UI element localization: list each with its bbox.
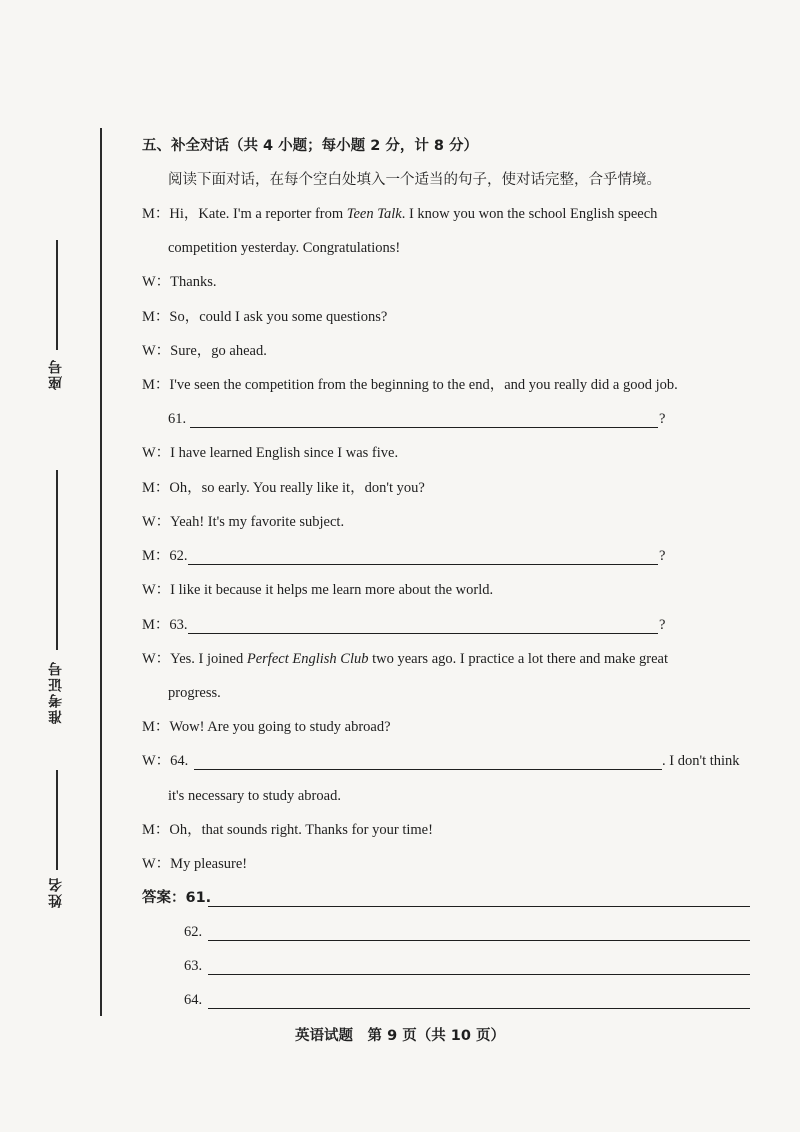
answer-63[interactable] — [142, 957, 754, 977]
dialogue-text: W：Yes. I joined — [142, 651, 247, 667]
dialogue-line-10-cont: progress. — [168, 685, 221, 701]
blank-63 — [142, 616, 664, 636]
dialogue-line-2: W：Thanks. — [142, 274, 217, 290]
dialogue-line-1 — [142, 205, 657, 223]
section-heading: 五、补全对话（共 4 小题；每小题 2 分，计 8 分） — [142, 138, 479, 154]
blank-punct: ? — [659, 411, 666, 427]
dialogue-line-5: M：I've seen the competition from the beginning to the end，and you really did a good job. — [142, 377, 678, 393]
dialogue-line-7: M：Oh，so early. You really like it，don't you? — [142, 480, 425, 496]
name-label: 姓名 — [48, 876, 64, 908]
answer-line — [208, 974, 750, 975]
dialogue-line-11: M：Wow! Are you going to study abroad? — [142, 719, 391, 735]
answer-61[interactable] — [142, 889, 754, 909]
blank-punct: ? — [659, 617, 666, 633]
blank-number: 61. — [168, 411, 187, 427]
dialogue-line-3: M：So，could I ask you some questions? — [142, 309, 388, 325]
answer-62[interactable] — [142, 923, 754, 943]
blank-punct: ? — [659, 548, 666, 564]
blank-after-text: . I don't think — [662, 753, 740, 769]
dialogue-text: Hi，Kate. I'm a reporter from — [169, 206, 347, 222]
answer-line — [208, 906, 750, 907]
magazine-title: Teen Talk — [346, 206, 402, 222]
dialogue-line-10 — [142, 650, 668, 668]
dialogue-line-8: W：Yeah! It's my favorite subject. — [142, 514, 345, 530]
dialogue-text: . I know you won the school English speech — [401, 206, 658, 222]
dialogue-line-12-cont: it's necessary to study abroad. — [168, 788, 341, 804]
answer-64[interactable] — [142, 991, 754, 1011]
page-footer: 英语试题 第 9 页（共 10 页） — [295, 1028, 505, 1044]
exam-id-label: 准考证号 — [48, 660, 64, 724]
seat-number-rule — [56, 240, 58, 350]
binding-line — [100, 128, 102, 1016]
blank-61 — [168, 410, 690, 430]
dialogue-line-9: W：I like it because it helps me learn more about the world. — [142, 582, 494, 598]
dialogue-line-14: W：My pleasure! — [142, 856, 248, 872]
blank-64 — [142, 752, 754, 772]
blank-line — [194, 769, 662, 770]
blank-line — [188, 633, 658, 634]
dialogue-line-6: W：I have learned English since I was five. — [142, 445, 399, 461]
section-instruction: 阅读下面对话，在每个空白处填入一个适当的句子，使对话完整，合乎情境。 — [168, 172, 661, 188]
blank-line — [190, 427, 658, 428]
blank-line — [188, 564, 658, 565]
exam-id-rule — [56, 470, 58, 650]
answer-line — [208, 940, 750, 941]
dialogue-text: two years ago. I practice a lot there and make great — [368, 651, 669, 667]
answer-number: 62. — [184, 924, 203, 940]
answer-label: 答案：61. — [142, 890, 212, 906]
blank-number: W：64. — [142, 753, 189, 769]
blank-62 — [142, 547, 664, 567]
dialogue-line-4: W：Sure，go ahead. — [142, 343, 267, 359]
answer-number: 63. — [184, 958, 203, 974]
answer-number: 64. — [184, 992, 203, 1008]
answer-line — [208, 1008, 750, 1009]
dialogue-line-13: M：Oh，that sounds right. Thanks for your time! — [142, 822, 433, 838]
dialogue-line-1-cont: competition yesterday. Congratulations! — [168, 240, 401, 256]
name-rule — [56, 770, 58, 870]
seat-number-label: 座号 — [48, 358, 64, 390]
blank-number: M：63. — [142, 617, 188, 633]
blank-number: M：62. — [142, 548, 188, 564]
speaker-m: M： — [142, 206, 170, 222]
club-name: Perfect English Club — [246, 651, 369, 667]
